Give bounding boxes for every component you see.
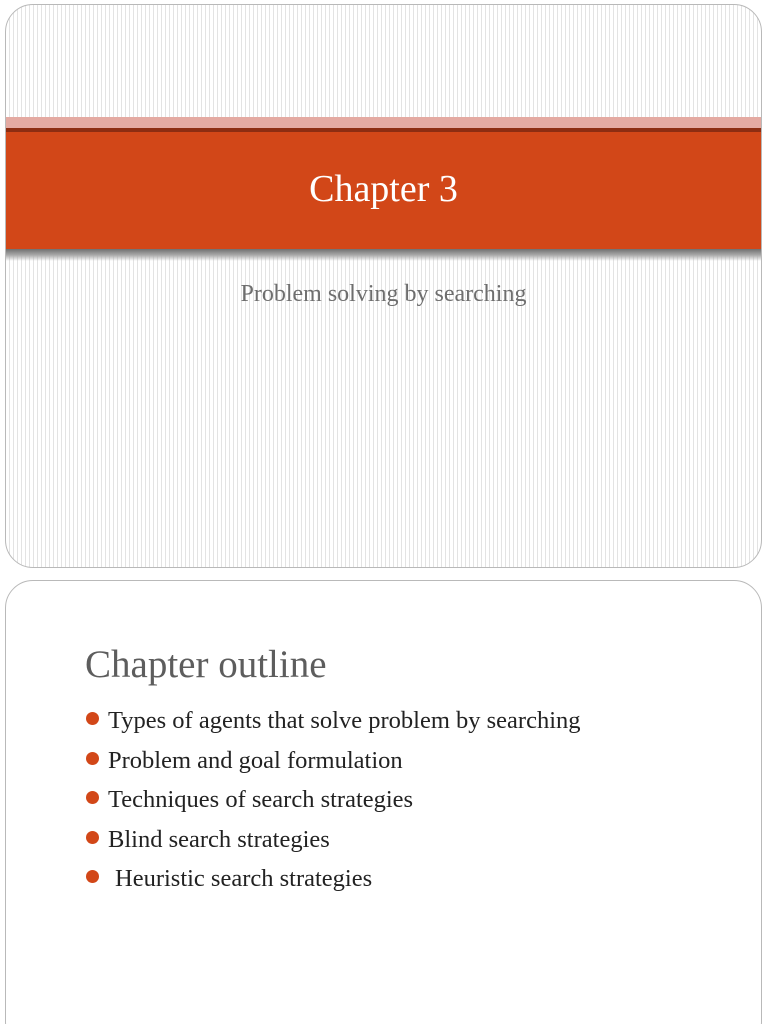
bullet-item [86, 820, 581, 860]
bullet-text: Heuristic search strategies [115, 865, 373, 892]
bullet-text: Techniques of search strategies [108, 786, 414, 813]
title-slide [5, 4, 762, 568]
title-band-highlight [6, 117, 761, 128]
bullet-item [86, 741, 581, 781]
slide-title: Chapter 3 [309, 168, 458, 210]
bullet-dot-icon [86, 870, 99, 883]
slide-subtitle: Problem solving by searching [240, 281, 527, 307]
bullet-dot-icon [86, 791, 99, 804]
bullet-dot-icon [86, 831, 99, 844]
outline-slide [5, 580, 762, 1024]
outline-heading: Chapter outline [85, 643, 327, 686]
bullet-dot-icon [86, 752, 99, 765]
bullet-item [86, 701, 581, 741]
bullet-dot-icon [86, 712, 99, 725]
bullet-text: Types of agents that solve problem by searching [108, 707, 581, 734]
title-band-shadow [6, 249, 761, 261]
bullet-text: Problem and goal formulation [108, 746, 403, 774]
bullet-item [86, 859, 581, 899]
bullet-text: Blind search strategies [108, 825, 330, 853]
outline-bullet-list [86, 701, 581, 899]
bullet-item [86, 780, 581, 820]
